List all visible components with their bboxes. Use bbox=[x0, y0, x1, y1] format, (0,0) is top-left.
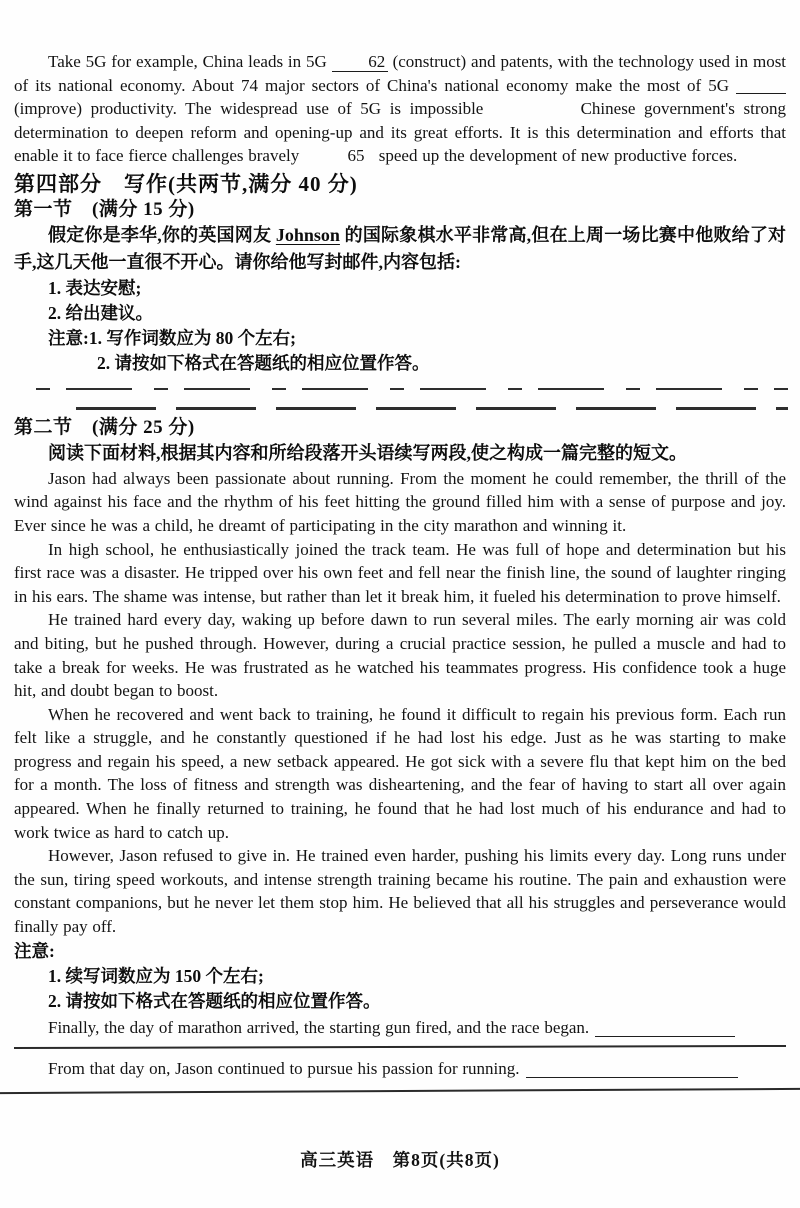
writing-blank bbox=[526, 1077, 738, 1078]
cloze-segment: Take 5G for example, China leads in 5G bbox=[48, 52, 327, 71]
blank-number: 62 bbox=[368, 52, 386, 71]
answer-format-line bbox=[76, 407, 788, 409]
page-footer: 高三英语 第8页(共8页) bbox=[300, 1150, 500, 1170]
section2-title: 第二节 (满分 25 分) bbox=[14, 416, 195, 438]
blank-number: 65 bbox=[347, 146, 365, 166]
story-paragraph: In high school, he enthusiastically joined the track team. He was full of hope and determination but his first race was a disaster. He tripped over his own feet and fell near the finish line, the sound of laughter ringing in his ears. The shame was intense, but rather than let it break him, it fueled his determination to prove himself. bbox=[14, 539, 786, 606]
section1-point-2: 2. 给出建议。 bbox=[48, 302, 153, 323]
writing-line bbox=[0, 1088, 800, 1094]
opening-text: Finally, the day of marathon arrived, the starting gun fired, and the race began. bbox=[48, 1017, 590, 1037]
cloze-paragraph bbox=[14, 50, 786, 168]
section1-point-1: 1. 表达安慰; bbox=[48, 277, 142, 298]
continuation-opening-2 bbox=[48, 1057, 786, 1081]
prompt-text: 假定你是李华,你的英国网友 bbox=[48, 224, 272, 245]
story-paragraph: Jason had always been passionate about running. From the moment he could remember, the thrill of the wind against his face and the rhythm of his feet hitting the ground filled him with a sense of purpose and joy. Ever since he was a child, he dreamt of participating in the city marathon and winning it. bbox=[14, 468, 786, 535]
section1-prompt bbox=[14, 222, 786, 276]
cloze-blank-62 bbox=[332, 53, 388, 72]
section2-note-2: 2. 请按如下格式在答题纸的相应位置作答。 bbox=[48, 990, 381, 1011]
story-paragraph: When he recovered and went back to training, he found it difficult to regain his previous form. Each run felt like a struggle, and he constantly questioned if he had lost his edge. Just as he was starting to make progress and regain his speed, a new setback appeared. He got sick with a severe flu that kept him on the bed for a month. The loss of fitness and strength was disheartening, and the fear of having to start all over again appeared. When he finally returned to training, he found that he had lost much of his endurance and had to work twice as hard to catch up. bbox=[14, 704, 786, 842]
answer-format-line bbox=[36, 388, 788, 390]
cloze-segment: Chinese government's strong determination to deepen reform and opening-up and its great efforts. It is this determination and efforts that enable it to face fierce challenges bravely bbox=[14, 99, 786, 166]
section2-notes-title: 注意: bbox=[14, 940, 55, 961]
writing-line bbox=[14, 1045, 786, 1049]
penfriend-name: Johnson bbox=[275, 224, 340, 245]
section1-note-2: 2. 请按如下格式在答题纸的相应位置作答。 bbox=[97, 352, 430, 373]
part4-title: 第四部分 写作(共两节,满分 40 分) bbox=[14, 171, 358, 196]
section1-title: 第一节 (满分 15 分) bbox=[14, 198, 195, 220]
section2-instruction: 阅读下面材料,根据其内容和所给段落开头语续写两段,使之构成一篇完整的短文。 bbox=[48, 442, 687, 463]
story-paragraph: He trained hard every day, waking up before dawn to run several miles. The early morning air was cold and biting, but he pushed through. However, during a crucial practice session, he pulled a muscle and had to take a break for weeks. He was frustrated as he watched his teammates progress. His confidence took a huge hit, and doubt began to boost. bbox=[14, 610, 786, 701]
cloze-blank-63 bbox=[736, 79, 786, 94]
story-passage bbox=[14, 467, 786, 939]
cloze-blank-65 bbox=[304, 147, 374, 165]
story-paragraph: However, Jason refused to give in. He trained even harder, pushing his limits every day. Long runs under the sun, tiring speed workouts, and intense strength training became his routine. The pain and exhaustion were constant companions, but he never let them stop him. He believed that all his struggles and perseverance would finally pay off. bbox=[14, 846, 786, 937]
continuation-opening-1 bbox=[48, 1016, 786, 1040]
section1-note-1: 注意:1. 写作词数应为 80 个左右; bbox=[48, 327, 296, 348]
cloze-segment: speed up the development of new productive forces. bbox=[378, 146, 738, 166]
section2-note-1: 1. 续写词数应为 150 个左右; bbox=[48, 965, 264, 986]
cloze-segment: (improve) productivity. The widespread use of 5G is impossible bbox=[14, 99, 484, 119]
cloze-segment: (construct) and patents, with the technology used in most of its national economy. About 74 major sectors of China's national economy make the most of 5G bbox=[14, 52, 787, 95]
prompt-text: 的国际象棋水平非常高,但在上周一场比赛中他败给了对手,这几天他一直很不开心。请你给他写封邮件,内容包括: bbox=[14, 224, 787, 272]
writing-blank bbox=[595, 1036, 735, 1037]
opening-text: From that day on, Jason continued to pursue his passion for running. bbox=[48, 1059, 520, 1079]
